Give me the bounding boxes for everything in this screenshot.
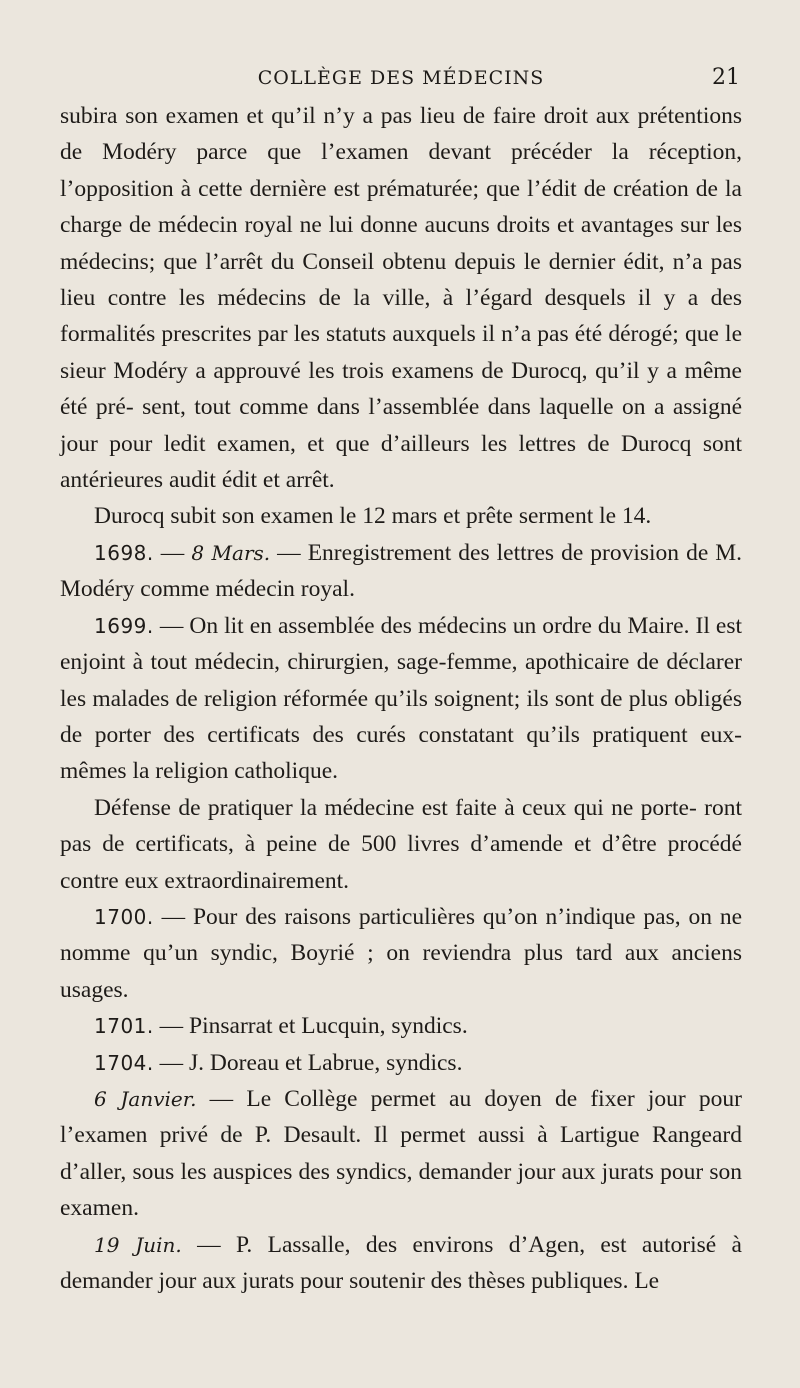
paragraph-text: Pinsarrat et Lucquin, syndics. [189,1013,468,1040]
paragraph [60,535,742,608]
paragraph [60,790,742,899]
paragraph-text: Durocq subit son examen le 12 mars et prête serment le 14. [94,503,652,530]
dash: — [159,612,184,639]
paragraph-text: On lit en assemblée des médecins un ordre du Maire. Il est enjoint à tout médecin, chirurgien, sage-femme, apothicaire de déclarer les malades de religion réformée qu’ils soignent; ils sont de plus obligés de porter des certificats des curés constatant qu’ils pratiquent eux-mêmes la religion catholique. [60,612,743,785]
paragraph-text: J. Doreau et Labrue, syndics. [189,1049,463,1076]
paragraph-text: Le Collège permet au doyen de fixer jour pour l’examen privé de P. Desault. Il permet aussi à Lartigue Rangeard d’aller, sous les auspices des syndics, demander jour aux jurats pour son examen. [60,1085,743,1222]
dash: — [277,539,301,566]
entry-year: 1704. [94,1050,154,1075]
paragraph-text: Défense de pratiquer la médecine est faite à ceux qui ne porte- ront pas de certificats, à peine de 500 livres d’amende et d’être procédé contre eux extraordinairement. [60,794,742,894]
body-text [60,98,742,1299]
paragraph [60,498,742,534]
paragraph [60,1008,742,1044]
paragraph-text: P. Lassalle, des environs d’Agen, est autorisé à demander jour aux jurats pour soutenir des thèses publiques. Le [60,1231,742,1294]
paragraph-text: Pour des raisons particulières qu’on n’indique pas, on ne nomme qu’un syndic, Boyrié ; on reviendra plus tard aux anciens usages. [60,903,743,1003]
entry-year: 1698. [94,540,154,565]
paragraph [60,1227,742,1300]
paragraph [60,98,742,498]
paragraph-text: subira son examen et qu’il n’y a pas lieu de faire droit aux prétentions de Modéry parce que l’examen devant précéder la réception, l’opposition à cette dernière est prématurée; que l’édit de création de la charge de médecin royal ne lui donne aucuns droits et avantages sur les médecins; que l’arrêt du Conseil obtenu depuis le dernier édit, n’a pas lieu contre les médecins de la ville, à l’égard desquels il y a des formalités prescrites par les statuts auxquels il n’a pas été dérogé; que le sieur Modéry a approuvé les trois examens de Durocq, qu’il y a même été pré- sent, tout comme dans l’assemblée dans laquelle on a assigné jour pour ledit examen, et que d’ailleurs les lettres de Durocq sont antérieures audit édit et arrêt. [60,103,742,494]
paragraph [60,1045,742,1081]
entry-date: 6 Janvier. [94,1086,197,1111]
dash: — [209,1085,234,1112]
running-title: COLLÈGE DES MÉDECINS [257,67,545,89]
dash: — [159,1049,184,1076]
dash: — [160,539,185,566]
dash: — [159,1013,184,1040]
paragraph-text: Enregistrement des lettres de provision de M. Modéry comme médecin royal. [60,539,743,603]
running-head [60,60,742,96]
page-number: 21 [712,65,740,90]
entry-year: 1701. [94,1014,154,1039]
dash: — [197,1231,221,1258]
entry-year: 1699. [94,613,154,638]
entry-date: 19 Juin. [94,1232,182,1257]
dash: — [161,903,186,930]
paragraph [60,899,742,1008]
entry-date: 8 Mars. [191,540,271,565]
paragraph [60,1081,742,1227]
paragraph [60,608,742,790]
entry-year: 1700. [94,904,154,929]
